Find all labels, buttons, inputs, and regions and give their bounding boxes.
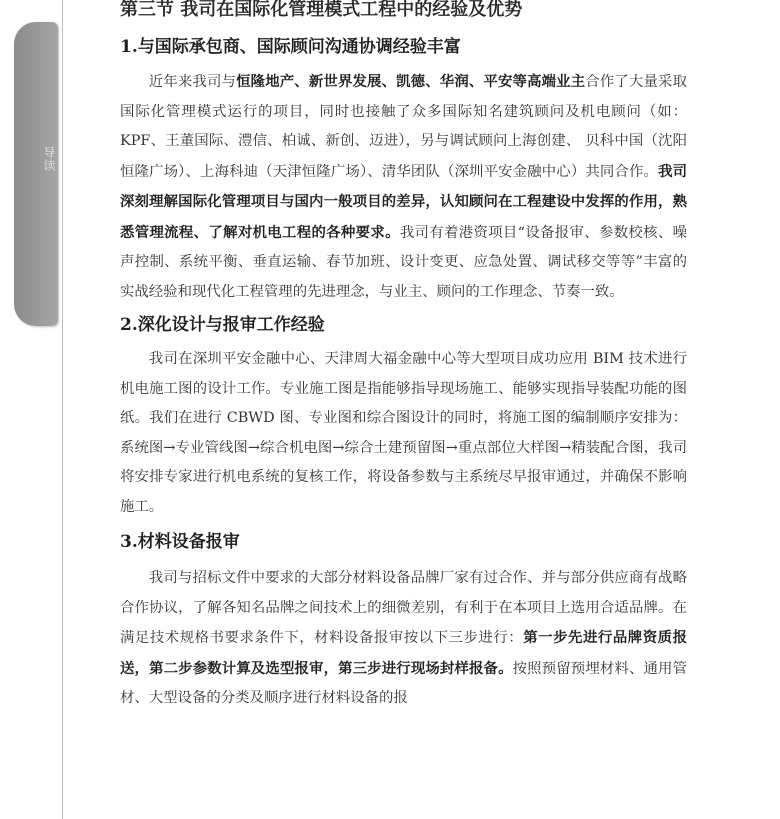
- p1-bold-2: 我司深刻理解国际化管理项目与国内一般项目的差异，认知顾问在工程建设中发挥的作用，熟悉管理流程、了解对机电工程的各种要求。: [120, 162, 687, 241]
- side-tab-label: 导读: [42, 146, 56, 172]
- page-margin-line: [62, 0, 63, 819]
- p3-text-2: 按照预留预埋材料、通用管材、大型设备的分类及顺序进行材料设备的报: [120, 660, 687, 706]
- heading-1: 1.与国际承包商、国际顾问沟通协调经验丰富: [120, 37, 461, 57]
- document-body: [120, 0, 687, 714]
- p1-text-1: 近年来我司与: [148, 74, 237, 90]
- side-tab[interactable]: [14, 22, 58, 326]
- paragraph-2: 我司在深圳平安金融中心、天津周大福金融中心等大型项目成功应用 BIM 技术进行机电施工图的设计工作。专业施工图是指能够指导现场施工、能够实现指导装配功能的图纸。我们在进行 CBWD 图、专业图和综合图设计的同时，将施工图的编制顺序安排为：系统图→专业管线图→综合机电图→综合土建预留图→重点部位大样图→精装配合图，我司将安排专家进行机电系统的复核工作，将设备参数与主系统尽早报审通过，并确保不影响施工。: [120, 351, 687, 515]
- p1-bold-1: 恒隆地产、新世界发展、凯德、华润、平安等高端业主: [236, 73, 586, 90]
- heading-2: 2.深化设计与报审工作经验: [120, 315, 325, 335]
- p3-text-1: 我司与招标文件中要求的大部分材料设备品牌厂家有过合作、并与部分供应商有战略合作协议，了解各知名品牌之间技术上的细微差别，有利于在本项目上选用合适品牌。在满足技术规格书要求条件下，材料设备报审按以下三步进行：: [120, 570, 687, 646]
- p1-text-3: 我司有着港资项目“设备报审、参数校核、噪声控制、系统平衡、垂直运输、春节加班、设计变更、应急处置、调试移交等等”丰富的实战经验和现代化工程管理的先进理念，与业主、顾问的工作理念、节奏一致。: [120, 224, 687, 300]
- section-title: 第三节 我司在国际化管理模式工程中的经验及优势: [120, 0, 523, 20]
- p1-text-2: 合作了大量采取国际化管理模式运行的项目，同时也接触了众多国际知名建筑顾问及机电顾问（如：KPF、王董国际、澧信、柏诚、新创、迈进），另与调试顾问上海创建、 贝科中国（沈阳恒隆广场）、上海科迪（天津恒隆广场）、清华团队（深圳平安金融中心）共同合作。: [120, 74, 687, 180]
- paragraph-1: [120, 67, 687, 307]
- heading-3: 3.材料设备报审: [120, 532, 240, 552]
- p3-bold-1: 第一步先进行品牌资质报送，第二步参数计算及选型报审，第三步进行现场封样报备。: [120, 629, 687, 677]
- paragraph-3: [120, 564, 687, 714]
